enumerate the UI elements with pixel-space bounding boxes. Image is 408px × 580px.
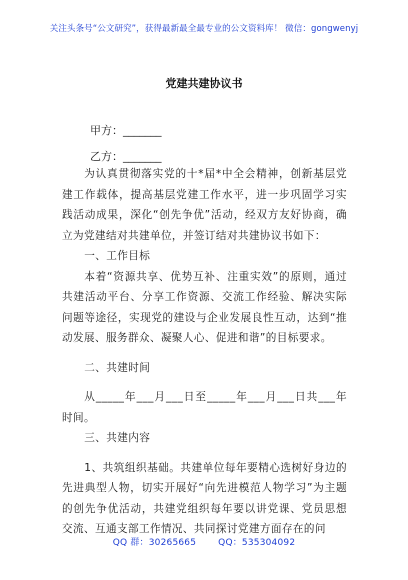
section-heading-goals: 一、工作目标: [84, 250, 151, 262]
party-a-line: 甲方：_______: [90, 124, 162, 137]
paragraph-intro: 为认真贯彻落实党的十*届*中全会精神，创新基层党建工作载体，提高基层党建工作水平，进一步巩固学习实践活动成果，深化“创先争优”活动，经双方友好协商，确立为党建结对共建单位，并签订结对共建协议书如下：: [62, 168, 347, 242]
footer-contact: [0, 535, 408, 548]
section-heading-content: 三、共建内容: [84, 432, 151, 444]
section-heading-period: 二、共建时间: [84, 361, 151, 374]
footer-qq-group: QQ 群：30265665: [112, 538, 197, 548]
header-banner: 关注头条号“公文研究”，获得最新最全最专业的公文资料库！ 微信：gongwenyj: [49, 24, 359, 34]
paragraph-goals: 本着“资源共享、优势互补、注重实效”的原则，通过共建活动平台、分享工作资源、交流工作经验、解决实际问题等途径，实现党的建设与企业发展良性互动，达到“推动发展、服务群众、凝聚人心、促进和谐”的目标要求。: [62, 270, 347, 344]
document-title: 党建共建协议书: [165, 77, 243, 90]
paragraph-content-1: 1、共筑组织基础。共建单位每年要精心选树好身边的先进典型人物，切实开展好“向先进模范人物学习”为主题的创先争优活动，共建党组织每年要以讲党课、党员思想交流、互通支部工作情况、共同探讨党建方面存在的问: [62, 461, 347, 535]
document-body: [62, 164, 347, 540]
party-b-line: 乙方：_______: [90, 150, 162, 163]
paragraph-period: 从_____年___月___日至_____年___月___日共___年时间。: [62, 391, 347, 424]
footer-qq: QQ：535304092: [218, 538, 296, 548]
